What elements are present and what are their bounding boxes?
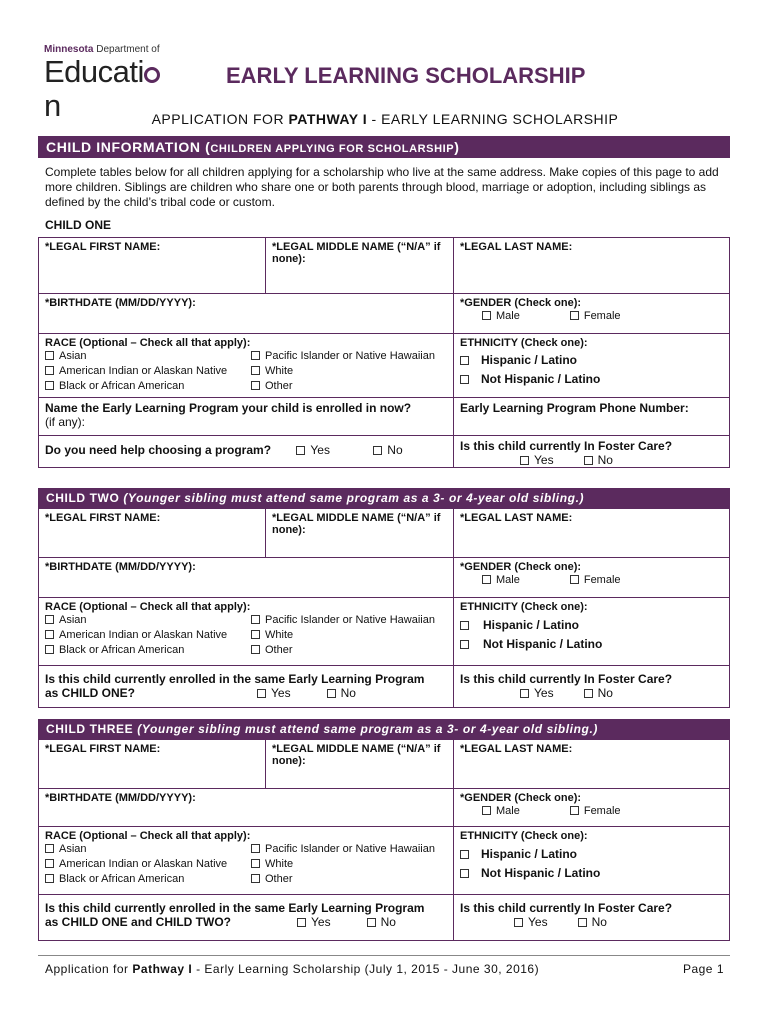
c2-enrolled-question: Is this child currently enrolled in the same Early Learning Program as CHILD ONE? Yes No — [39, 665, 453, 707]
c2-enrolled-yes-checkbox[interactable] — [257, 689, 266, 698]
document-title: EARLY LEARNING SCHOLARSHIP — [226, 63, 586, 88]
c2-ethnicity: ETHNICITY (Check one): Hispanic / Latino Not Hispanic / Latino — [453, 597, 729, 665]
c2-not-hispanic-checkbox[interactable] — [460, 640, 469, 649]
c1-phone-field[interactable]: Early Learning Program Phone Number: — [453, 397, 729, 435]
c2-foster-yes-checkbox[interactable] — [520, 689, 529, 698]
c1-foster: Is this child currently In Foster Care? Yes No — [453, 435, 729, 467]
c3-asian-checkbox[interactable] — [45, 844, 54, 853]
c1-help-no-checkbox[interactable] — [373, 446, 382, 455]
c2-gender: *GENDER (Check one): Male Female — [453, 557, 729, 597]
c3-foster-yes-checkbox[interactable] — [514, 918, 523, 927]
c2-birthdate-field[interactable]: *BIRTHDATE (MM/DD/YYYY): — [39, 557, 453, 597]
c3-white-checkbox[interactable] — [251, 859, 260, 868]
c3-hispanic-checkbox[interactable] — [460, 850, 469, 859]
child-two-table — [38, 508, 730, 708]
c1-foster-yes-checkbox[interactable] — [520, 456, 529, 465]
child-two-band: CHILD TWO (Younger sibling must attend same program as a 3- or 4-year old sibling.) — [38, 488, 730, 508]
c2-foster: Is this child currently In Foster Care? Yes No — [453, 665, 729, 707]
c1-other-checkbox[interactable] — [251, 381, 260, 390]
c3-enrolled-no-checkbox[interactable] — [367, 918, 376, 927]
c3-enrolled-yes-checkbox[interactable] — [297, 918, 306, 927]
child-one-label: CHILD ONE — [45, 218, 111, 232]
c3-last-name-field[interactable]: *LEGAL LAST NAME: — [453, 740, 729, 788]
logo-line1: Minnesota Department of — [44, 44, 160, 55]
c3-foster: Is this child currently In Foster Care? Yes No — [453, 894, 729, 940]
c1-birthdate-field[interactable]: *BIRTHDATE (MM/DD/YYYY): — [39, 293, 453, 333]
mde-logo — [44, 44, 174, 123]
child-information-band: CHILD INFORMATION (CHILDREN APPLYING FOR SCHOLARSHIP) — [38, 136, 730, 158]
c3-foster-no-checkbox[interactable] — [578, 918, 587, 927]
c1-black-checkbox[interactable] — [45, 381, 54, 390]
c1-middle-name-field[interactable]: *LEGAL MIDDLE NAME (“N/A” if none): — [265, 238, 453, 293]
c1-help-yes-checkbox[interactable] — [296, 446, 305, 455]
c2-black-checkbox[interactable] — [45, 645, 54, 654]
c2-male-checkbox[interactable] — [482, 575, 491, 584]
c1-female-checkbox[interactable] — [570, 311, 579, 320]
c1-race: RACE (Optional – Check all that apply): Asian Pacific Islander or Native Hawaiian American Indian or Alaskan Native White Black or African American Other — [39, 333, 453, 397]
c3-birthdate-field[interactable]: *BIRTHDATE (MM/DD/YYYY): — [39, 788, 453, 826]
c2-race: RACE (Optional – Check all that apply): Asian Pacific Islander or Native Hawaiian American Indian or Alaskan Native White Black or African American Other — [39, 597, 453, 665]
logo-line2: Educatin — [44, 55, 174, 123]
c1-white-checkbox[interactable] — [251, 366, 260, 375]
c3-pacific-checkbox[interactable] — [251, 844, 260, 853]
c3-ethnicity: ETHNICITY (Check one): Hispanic / Latino Not Hispanic / Latino — [453, 826, 729, 894]
c1-gender: *GENDER (Check one): Male Female — [453, 293, 729, 333]
c2-enrolled-no-checkbox[interactable] — [327, 689, 336, 698]
c1-asian-checkbox[interactable] — [45, 351, 54, 360]
c2-hispanic-checkbox[interactable] — [460, 621, 469, 630]
c2-middle-name-field[interactable]: *LEGAL MIDDLE NAME (“N/A” if none): — [265, 509, 453, 557]
page-number: Page 1 — [682, 962, 724, 976]
c1-foster-no-checkbox[interactable] — [584, 456, 593, 465]
footer-text: Application for Pathway I - Early Learning Scholarship (July 1, 2015 - June 30, 2016) — [45, 962, 540, 976]
footer-rule — [38, 955, 730, 956]
c1-help-question: Do you need help choosing a program? Yes No — [39, 435, 453, 467]
c1-male-checkbox[interactable] — [482, 311, 491, 320]
c2-pacific-checkbox[interactable] — [251, 615, 260, 624]
c3-gender: *GENDER (Check one): Male Female — [453, 788, 729, 826]
c1-first-name-field[interactable]: *LEGAL FIRST NAME: — [45, 241, 161, 253]
c1-program-field[interactable]: Name the Early Learning Program your child is enrolled in now? (if any): — [39, 397, 453, 435]
c3-middle-name-field[interactable]: *LEGAL MIDDLE NAME (“N/A” if none): — [265, 740, 453, 788]
c2-other-checkbox[interactable] — [251, 645, 260, 654]
child-three-table — [38, 739, 730, 941]
c2-foster-no-checkbox[interactable] — [584, 689, 593, 698]
c3-black-checkbox[interactable] — [45, 874, 54, 883]
c3-enrolled-question: Is this child currently enrolled in the same Early Learning Program as CHILD ONE and CHILD TWO? Yes No — [39, 894, 453, 940]
c3-other-checkbox[interactable] — [251, 874, 260, 883]
c3-race: RACE (Optional – Check all that apply): Asian Pacific Islander or Native Hawaiian American Indian or Alaskan Native White Black or African American Other — [39, 826, 453, 894]
c3-male-checkbox[interactable] — [482, 806, 491, 815]
c2-first-name-field[interactable]: *LEGAL FIRST NAME: — [45, 512, 161, 524]
child-three-band: CHILD THREE (Younger sibling must attend same program as a 3- or 4-year old sibling.) — [38, 719, 730, 739]
c2-last-name-field[interactable]: *LEGAL LAST NAME: — [453, 509, 729, 557]
c1-not-hispanic-checkbox[interactable] — [460, 375, 469, 384]
c3-first-name-field[interactable]: *LEGAL FIRST NAME: — [45, 743, 161, 755]
c3-female-checkbox[interactable] — [570, 806, 579, 815]
c2-asian-checkbox[interactable] — [45, 615, 54, 624]
c2-female-checkbox[interactable] — [570, 575, 579, 584]
c2-american-indian-checkbox[interactable] — [45, 630, 54, 639]
c1-hispanic-checkbox[interactable] — [460, 356, 469, 365]
c3-not-hispanic-checkbox[interactable] — [460, 869, 469, 878]
c1-american-indian-checkbox[interactable] — [45, 366, 54, 375]
child-one-table — [38, 237, 730, 468]
intro-text: Complete tables below for all children applying for a scholarship who live at the same address. Make copies of this page to add more children. Siblings are children who share one or both parents through blood, marriage or adoption, including siblings as defined by the child’s tribal code or custom. — [45, 165, 719, 209]
c1-last-name-field[interactable]: *LEGAL LAST NAME: — [453, 238, 729, 293]
application-title: APPLICATION FOR PATHWAY I - EARLY LEARNING SCHOLARSHIP — [151, 111, 619, 127]
c1-pacific-checkbox[interactable] — [251, 351, 260, 360]
c2-white-checkbox[interactable] — [251, 630, 260, 639]
c3-american-indian-checkbox[interactable] — [45, 859, 54, 868]
c1-ethnicity: ETHNICITY (Check one): Hispanic / Latino Not Hispanic / Latino — [453, 333, 729, 397]
